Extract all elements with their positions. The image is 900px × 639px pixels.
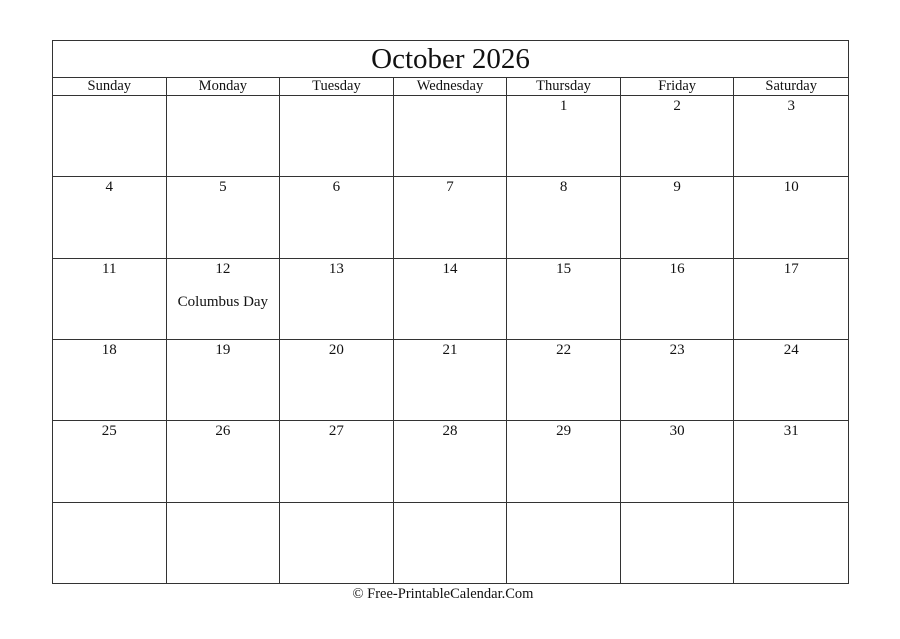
day-cell — [167, 96, 281, 177]
day-cell — [621, 421, 735, 502]
day-cell — [53, 421, 167, 502]
day-number — [280, 96, 393, 115]
day-number: 15 — [556, 260, 572, 277]
day-cell — [394, 503, 508, 584]
day-cell — [621, 259, 735, 340]
day-cell — [507, 340, 621, 421]
day-cell — [280, 259, 394, 340]
day-cell — [167, 259, 281, 340]
day-cell — [734, 96, 848, 177]
day-number: 1 — [559, 98, 568, 114]
day-number: 31 — [783, 423, 799, 440]
day-cell — [621, 340, 735, 421]
calendar — [52, 40, 849, 584]
day-number — [394, 503, 507, 522]
day-number: 13 — [328, 260, 344, 277]
day-number — [394, 96, 507, 115]
weekday-thursday: Thursday — [507, 78, 621, 95]
day-number: 25 — [101, 423, 117, 440]
day-cell — [394, 177, 508, 258]
day-cell — [621, 96, 735, 177]
day-number: 17 — [783, 260, 799, 277]
day-number: 24 — [783, 342, 799, 358]
day-number — [621, 503, 734, 522]
day-number: 23 — [669, 342, 685, 358]
day-number: 9 — [673, 179, 681, 196]
day-cell — [280, 421, 394, 502]
day-number: 2 — [673, 98, 681, 114]
day-cell — [507, 177, 621, 258]
day-cell — [394, 96, 508, 177]
day-number: 26 — [215, 423, 231, 440]
day-cell — [734, 177, 848, 258]
weekday-sunday: Sunday — [53, 78, 167, 95]
day-cell — [280, 503, 394, 584]
day-number: 12 — [215, 260, 231, 277]
day-number: 27 — [328, 423, 344, 440]
day-number: 28 — [442, 423, 458, 440]
weekday-monday: Monday — [167, 78, 281, 95]
weekday-header-row — [53, 78, 848, 96]
day-number — [167, 503, 280, 522]
day-cell — [280, 96, 394, 177]
day-number: 19 — [215, 342, 231, 358]
day-cell — [53, 340, 167, 421]
weekday-wednesday: Wednesday — [394, 78, 508, 95]
day-cell — [280, 340, 394, 421]
day-cell — [53, 503, 167, 584]
day-cell — [507, 421, 621, 502]
day-cell — [621, 503, 735, 584]
day-number: 11 — [102, 260, 117, 277]
day-number: 29 — [556, 423, 572, 440]
day-cell — [734, 259, 848, 340]
day-cell — [734, 340, 848, 421]
day-number: 21 — [442, 342, 458, 358]
day-number: 3 — [787, 98, 795, 114]
day-cell — [53, 96, 167, 177]
holiday-label: Columbus Day — [177, 293, 269, 310]
day-cell — [167, 177, 281, 258]
day-cell — [167, 503, 281, 584]
day-number — [53, 503, 166, 522]
day-number: 5 — [219, 179, 227, 196]
day-cell — [280, 177, 394, 258]
day-cell — [53, 177, 167, 258]
day-cell — [394, 340, 508, 421]
day-cell — [394, 421, 508, 502]
weekday-saturday: Saturday — [765, 78, 817, 94]
day-grid — [53, 96, 848, 584]
day-number: 4 — [105, 179, 114, 196]
day-number: 22 — [556, 342, 572, 358]
day-cell — [394, 259, 508, 340]
weekday-friday: Friday — [621, 78, 735, 95]
day-cell — [734, 421, 848, 502]
day-number — [280, 503, 393, 522]
day-number: 20 — [328, 342, 344, 358]
day-cell — [507, 259, 621, 340]
copyright-footer: © Free-PrintableCalendar.Com — [352, 586, 534, 602]
day-number — [734, 503, 848, 522]
day-number: 7 — [446, 179, 454, 196]
day-cell — [734, 503, 848, 584]
day-cell — [53, 259, 167, 340]
day-cell — [507, 503, 621, 584]
day-number: 6 — [332, 179, 341, 196]
day-number — [167, 96, 280, 115]
day-number: 14 — [442, 260, 458, 277]
day-number — [507, 503, 620, 522]
day-number — [53, 96, 166, 115]
day-cell — [167, 340, 281, 421]
calendar-title: October 2026 — [53, 41, 848, 78]
day-number: 8 — [559, 179, 568, 196]
weekday-tuesday: Tuesday — [280, 78, 394, 95]
day-number: 30 — [669, 423, 685, 440]
day-number: 18 — [101, 342, 117, 358]
day-number: 16 — [669, 260, 685, 277]
day-number: 10 — [783, 179, 799, 196]
day-cell — [507, 96, 621, 177]
day-cell — [167, 421, 281, 502]
day-cell — [621, 177, 735, 258]
